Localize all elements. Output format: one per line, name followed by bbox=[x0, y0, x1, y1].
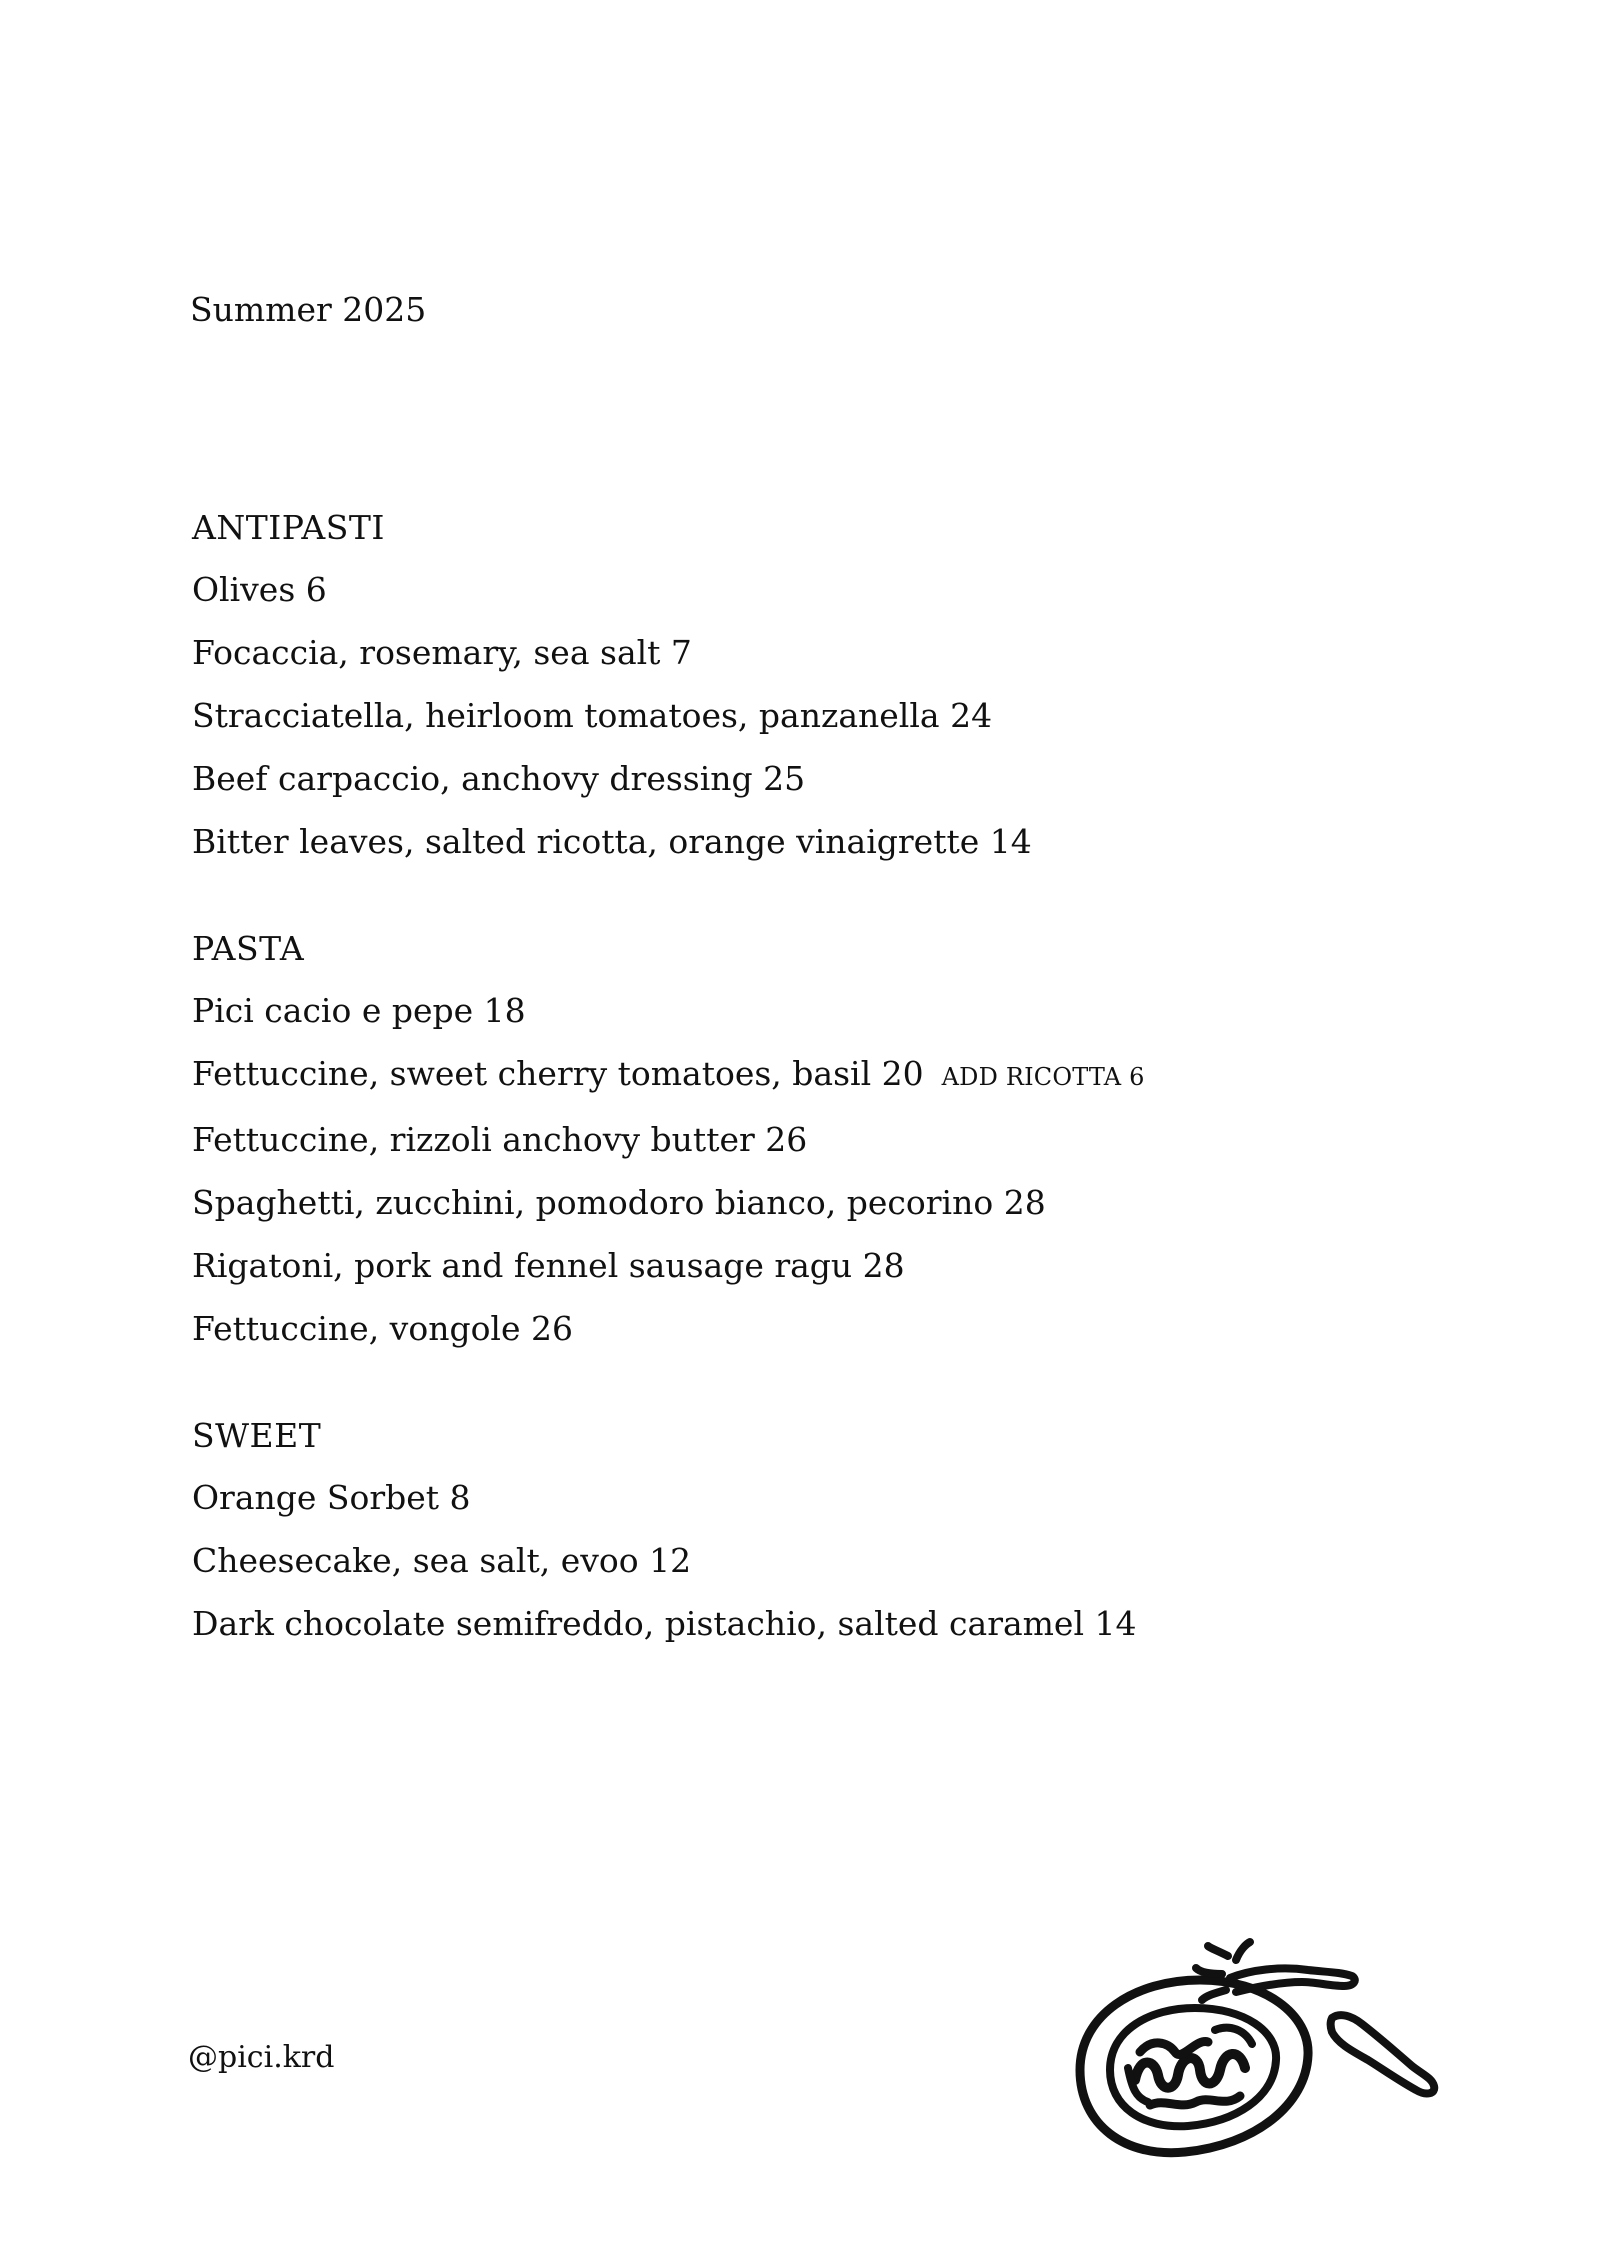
section-pasta bbox=[192, 929, 1492, 1349]
menu-item: Cheesecake, sea salt, evoo 12 bbox=[192, 1541, 692, 1580]
section-title-sweet: SWEET bbox=[192, 1416, 322, 1455]
section-title-antipasti: ANTIPASTI bbox=[192, 508, 385, 547]
section-title-pasta: PASTA bbox=[192, 929, 305, 968]
social-handle: @pici.krd bbox=[188, 2040, 335, 2075]
menu-item: Focaccia, rosemary, sea salt 7 bbox=[192, 633, 692, 672]
menu-item: Stracciatella, heirloom tomatoes, panzanella 24 bbox=[192, 696, 993, 735]
pasta-plate-with-fork-and-knife-icon bbox=[1040, 1920, 1460, 2180]
menu-item: Bitter leaves, salted ricotta, orange vinaigrette 14 bbox=[192, 822, 1032, 861]
menu-item-text: Fettuccine, sweet cherry tomatoes, basil 20 bbox=[192, 1054, 924, 1093]
menu-item: Spaghetti, zucchini, pomodoro bianco, pecorino 28 bbox=[192, 1183, 1046, 1222]
menu-item: Fettuccine, vongole 26 bbox=[192, 1309, 573, 1348]
addon-note: ADD RICOTTA 6 bbox=[941, 1063, 1145, 1091]
menu-item: Rigatoni, pork and fennel sausage ragu 28 bbox=[192, 1246, 905, 1285]
section-antipasti bbox=[192, 508, 1492, 862]
menu-item-with-addon bbox=[192, 1054, 1492, 1097]
menu-item: Olives 6 bbox=[192, 570, 327, 609]
menu-item: Beef carpaccio, anchovy dressing 25 bbox=[192, 759, 806, 798]
season-label: Summer 2025 bbox=[190, 290, 427, 329]
menu-sections bbox=[192, 508, 1492, 1711]
section-sweet bbox=[192, 1416, 1492, 1644]
menu-item: Dark chocolate semifreddo, pistachio, salted caramel 14 bbox=[192, 1604, 1137, 1643]
menu-item: Fettuccine, rizzoli anchovy butter 26 bbox=[192, 1120, 808, 1159]
menu-item: Pici cacio e pepe 18 bbox=[192, 991, 526, 1030]
menu-item: Orange Sorbet 8 bbox=[192, 1478, 471, 1517]
